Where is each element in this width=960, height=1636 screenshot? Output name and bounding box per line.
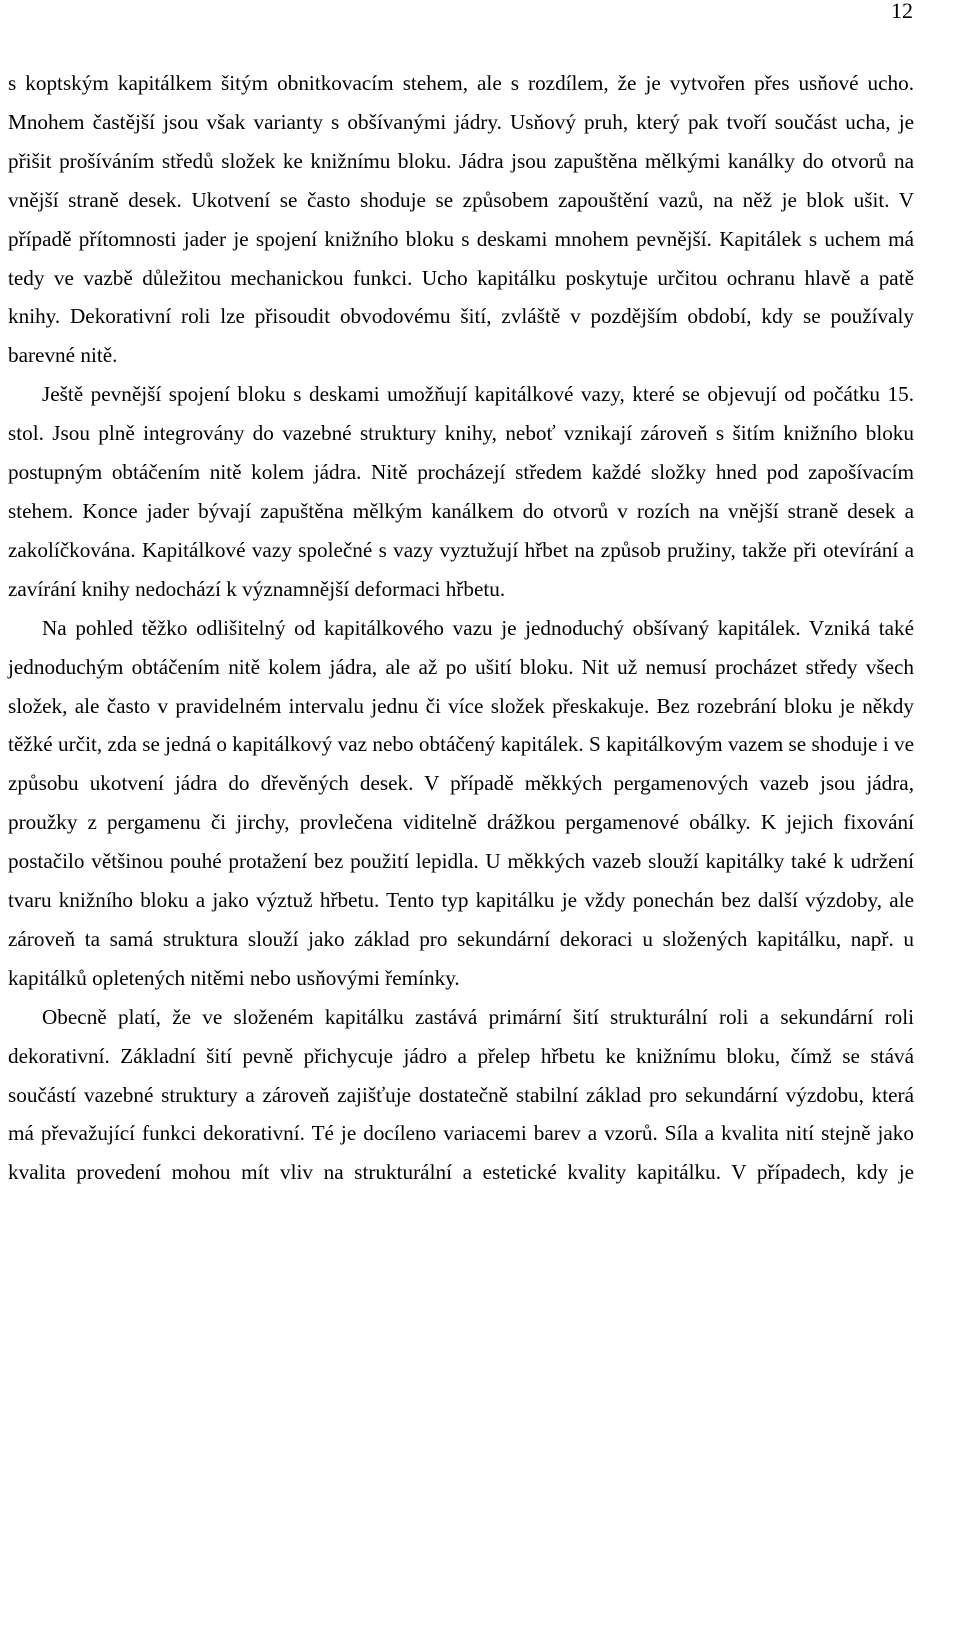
paragraph-4: Obecně platí, že ve složeném kapitálku zastává primární šití strukturální roli a sekundární roli dekorativní. Základní šití pevně přichycuje jádro a přelep hřbetu ke knižnímu bloku, čímž se stává součástí vazebné struktury a zároveň zajišťuje dostatečně stabilní základ pro sekundární výzdobu, která má převažující funkci dekorativní. Té je docíleno variacemi barev a vzorů. Síla a kvalita nití stejně jako kvalita provedení mohou mít vliv na strukturální a estetické kvality kapitálku. V případech, kdy je	[8, 1004, 914, 1185]
paragraph-3: Na pohled těžko odlišitelný od kapitálkového vazu je jednoduchý obšívaný kapitálek. Vzniká také jednoduchým obtáčením nitě kolem jádra, ale až po ušití bloku. Nit už nemusí procházet středy všech složek, ale často v pravidelném intervalu jednu či více složek přeskakuje. Bez rozebrání bloku je někdy těžké určit, zda se jedná o kapitálkový vaz nebo obtáčený kapitálek. S kapitálkovým vazem se shoduje i ve způsobu ukotvení jádra do dřevěných desek. V případě měkkých pergamenových vazeb jsou jádra, proužky z pergamenu či jirchy, provlečena viditelně drážkou pergamenové obálky. K jejich fixování postačilo většinou pouhé protažení bez použití lepidla. U měkkých vazeb slouží kapitálky také k udržení tvaru knižního bloku a jako výztuž hřbetu. Tento typ kapitálku je vždy ponechán bez další výzdoby, ale zároveň ta samá struktura slouží jako základ pro sekundární dekoraci u složených kapitálku, např. u kapitálků opletených nitěmi nebo usňovými řemínky.	[8, 615, 914, 990]
page-number: 12	[891, 0, 913, 23]
paragraph-2: Ještě pevnější spojení bloku s deskami umožňují kapitálkové vazy, které se objevují od počátku 15. stol. Jsou plně integrovány do vazebné struktury knihy, neboť vznikají zároveň s šitím knižního bloku postupným obtáčením nitě kolem jádra. Nitě procházejí středem každé složky hned pod zapošívacím stehem. Konce jader bývají zapuštěna mělkým kanálkem do otvorů v rozích na vnější straně desek a zakolíčkována. Kapitálkové vazy společné s vazy vyztužují hřbet na způsob pružiny, takže při otevírání a zavírání knihy nedochází k významnější deformaci hřbetu.	[8, 382, 914, 601]
document-body	[8, 64, 914, 1192]
paragraph-1: s koptským kapitálkem šitým obnitkovacím stehem, ale s rozdílem, že je vytvořen přes usňové ucho. Mnohem častější jsou však varianty s obšívanými jádry. Usňový pruh, který pak tvoří součást ucha, je přišit prošíváním středů složek ke knižnímu bloku. Jádra jsou zapuštěna mělkými kanálky do otvorů na vnější straně desek. Ukotvení se často shoduje se způsobem zapouštění vazů, na něž je blok ušit. V případě přítomnosti jader je spojení knižního bloku s deskami mnohem pevnější. Kapitálek s uchem má tedy ve vazbě důležitou mechanickou funkci. Ucho kapitálku poskytuje určitou ochranu hlavě a patě knihy. Dekorativní roli lze přisoudit obvodovému šití, zvláště v pozdějším období, kdy se používaly barevné nitě.	[8, 71, 914, 368]
